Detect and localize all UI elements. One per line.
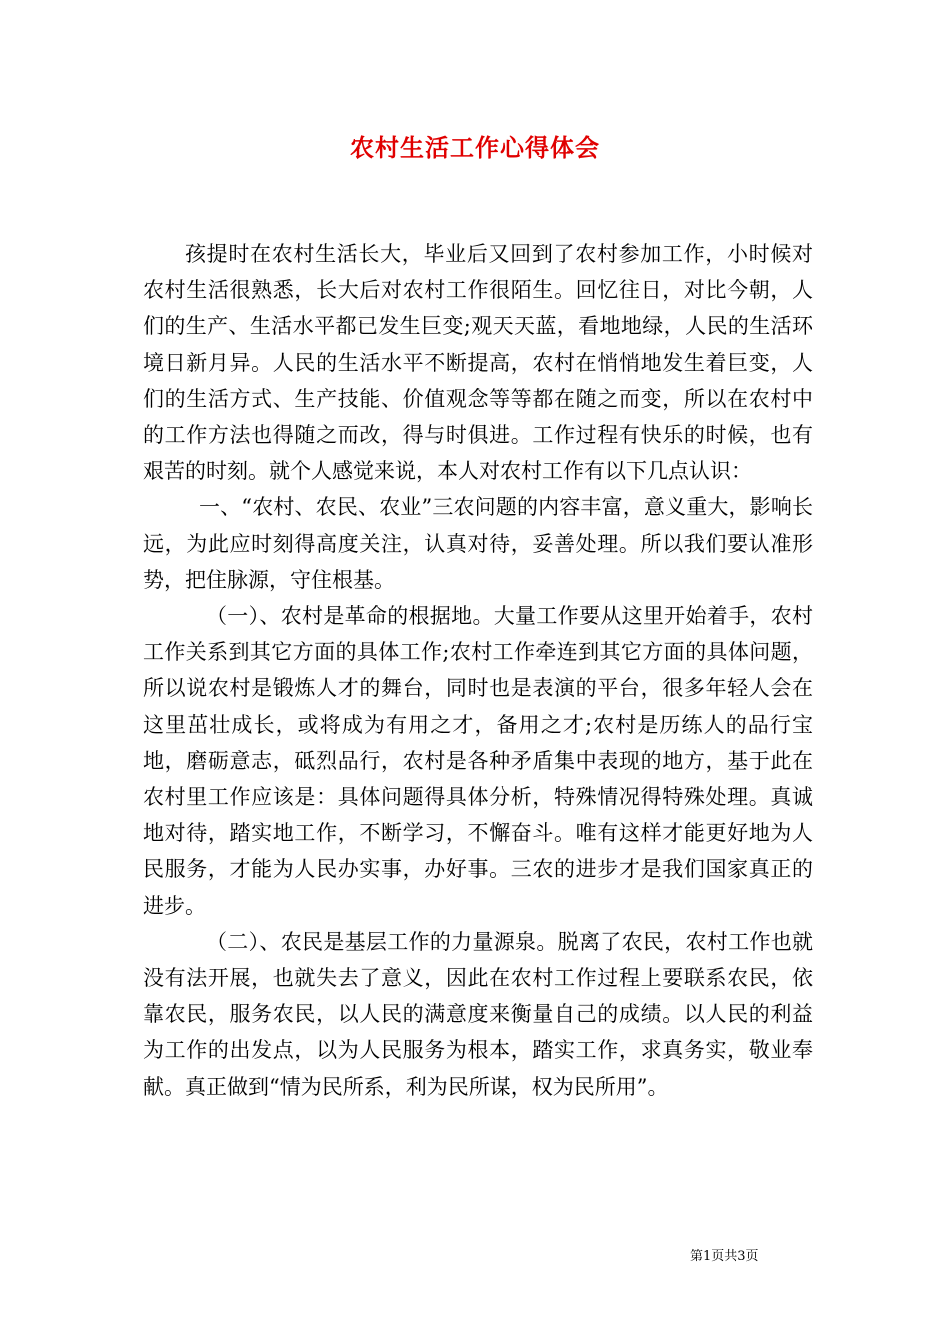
document-body: [143, 236, 813, 1105]
paragraph-subsection-2: （二）、农民是基层工作的力量源泉。脱离了农民，农村工作也就没有法开展，也就失去了意义，因此在农村工作过程上要联系农民，依靠农民，服务农民，以人民的满意度来衡量自己的成绩。以人民的利益为工作的出发点，以为人民服务为根本，踏实工作，求真务实，敬业奉献。真正做到“情为民所系，利为民所谋，权为民所用”。: [143, 929, 813, 1099]
document-title: 农村生活工作心得体会: [350, 133, 600, 162]
paragraph-subsection-1: （一）、农村是革命的根据地。大量工作要从这里开始着手，农村工作关系到其它方面的具体工作;农村工作牵连到其它方面的具体问题，所以说农村是锻炼人才的舞台，同时也是表演的平台，很多年轻人会在这里茁壮成长，或将成为有用之才，备用之才;农村是历练人的品行宝地，磨砺意志，砥烈品行，农村是各种矛盾集中表现的地方，基于此在农村里工作应该是：具体问题得具体分析，特殊情况得特殊处理。真诚地对待，踏实地工作，不断学习，不懈奋斗。唯有这样才能更好地为人民服务，才能为人民办实事，办好事。三农的进步才是我们国家真正的进步。: [143, 604, 813, 918]
paragraph-section-1: 一、“农村、农民、农业”三农问题的内容丰富，意义重大，影响长远，为此应时刻得高度关注，认真对待，妥善处理。所以我们要认准形势，把住脉源，守住根基。: [143, 495, 813, 592]
page-number-footer: 第1页共3页: [690, 1249, 759, 1264]
paragraph-intro: 孩提时在农村生活长大，毕业后又回到了农村参加工作，小时候对农村生活很熟悉，长大后对农村工作很陌生。回忆往日，对比今朝，人们的生产、生活水平都已发生巨变;观天天蓝，看地地绿，人民的生活环境日新月异。人民的生活水平不断提高，农村在悄悄地发生着巨变，人们的生活方式、生产技能、价值观念等等都在随之而变，所以在农村中的工作方法也得随之而改，得与时俱进。工作过程有快乐的时候，也有艰苦的时刻。就个人感觉来说，本人对农村工作有以下几点认识：: [143, 242, 813, 484]
